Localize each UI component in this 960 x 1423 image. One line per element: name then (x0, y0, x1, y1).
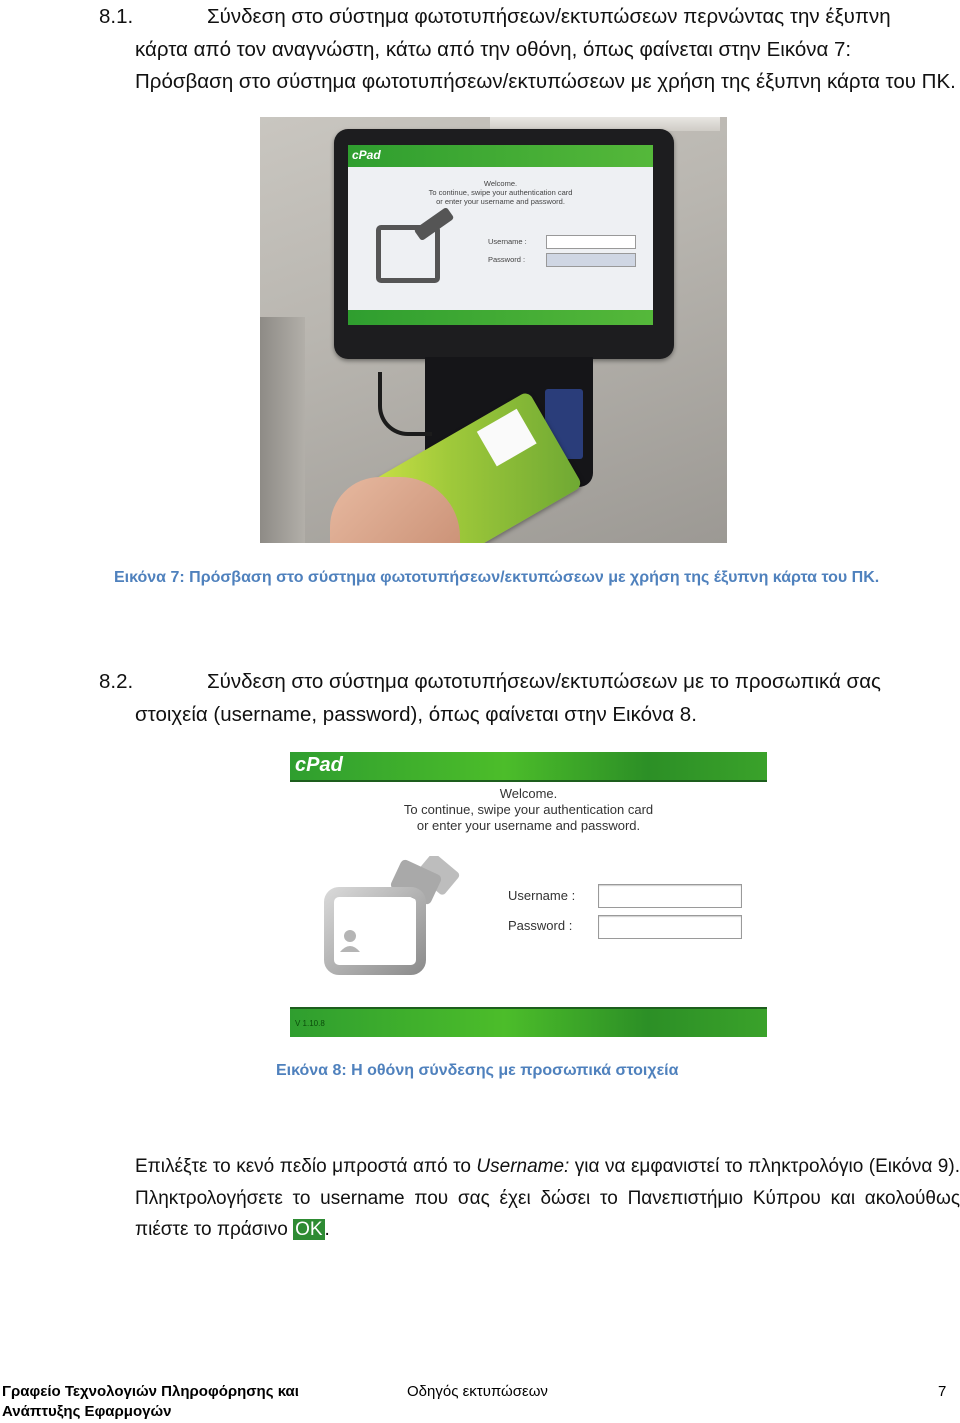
section-8-1-line3: Πρόσβαση στο σύστημα φωτοτυπήσεων/εκτυπώσεων με χρήση της έξυπνη κάρτα του ΠΚ. (135, 70, 956, 93)
section-8-2-heading (99, 665, 881, 698)
screen-password-label: Password : (488, 255, 526, 264)
password-label: Password : (508, 918, 573, 933)
printer-body (260, 317, 305, 543)
username-label: Username : (508, 888, 576, 903)
screen-line2: or enter your username and password. (436, 197, 565, 206)
touchscreen-display (348, 145, 653, 325)
section-8-1-line2: κάρτα από τον αναγνώστη, κάτω από την οθόνη, όπως φαίνεται στην Εικόνα 7: (135, 38, 852, 61)
section-8-2-line2: στοιχεία (username, password), όπως φαίνεται στην Εικόνα 8. (135, 703, 697, 726)
section-8-1-heading (99, 0, 891, 33)
section-number: 8.2. (99, 670, 134, 693)
instructions-paragraph: Επιλέξτε το κενό πεδίο μπροστά από το Username: για να εμφανιστεί το πληκτρολόγιο (Εικόνα 9). Πληκτρολογήσετε το username που σας έχει δώσει το Πανεπιστήμιο Κύπρου και ακολούθως πιέστε το πράσινο OK . (135, 1156, 960, 1240)
heading-text: Σύνδεση στο σύστημα φωτοτυπήσεων/εκτυπώσεων περνώντας την έξυπνη (207, 5, 891, 28)
username-input[interactable] (598, 884, 742, 908)
screen-username-label: Username : (488, 237, 527, 246)
printer-card-reader-photo (260, 117, 727, 543)
cpad-login-screen (290, 752, 767, 1035)
cpad-footer-bar (290, 1007, 767, 1037)
ok-button-reference: OK (295, 1219, 323, 1240)
footer-organization: Γραφείο Τεχνολογιών Πληροφόρησης και Ανάπτυξης Εφαρμογών (2, 1383, 299, 1420)
screen-welcome: Welcome. (483, 179, 518, 188)
cpad-logo: cPad (295, 754, 343, 776)
cpad-header-bar (290, 752, 767, 782)
screen-line1: To continue, swipe your authentication card (428, 188, 573, 197)
figure-7-caption: Εικόνα 7: Πρόσβαση στο σύστημα φωτοτυπήσεων/εκτυπώσεων με χρήση της έξυπνη κάρτα του ΠΚ. (114, 569, 880, 586)
heading-text: Σύνδεση στο σύστημα φωτοτυπήσεων/εκτυπώσεων με το προσωπικά σας (207, 670, 881, 693)
section-number: 8.1. (99, 5, 134, 28)
screen-brand: cPad (352, 148, 381, 162)
version-label: V 1.10.8 (295, 1019, 325, 1028)
card-swipe-icon (324, 856, 466, 976)
figure-8-caption: Εικόνα 8: Η οθόνη σύνδεσης με προσωπικά στοιχεία (276, 1062, 679, 1079)
welcome-text: Welcome. (499, 786, 558, 801)
footer-document-title: Οδηγός εκτυπώσεων (407, 1383, 548, 1400)
username-field-reference: Username: (476, 1156, 570, 1177)
page-number: 7 (938, 1383, 947, 1400)
instruction-line-2: or enter your username and password. (416, 818, 641, 833)
password-input[interactable] (598, 915, 742, 939)
instruction-line-1: To continue, swipe your authentication card (403, 802, 654, 817)
